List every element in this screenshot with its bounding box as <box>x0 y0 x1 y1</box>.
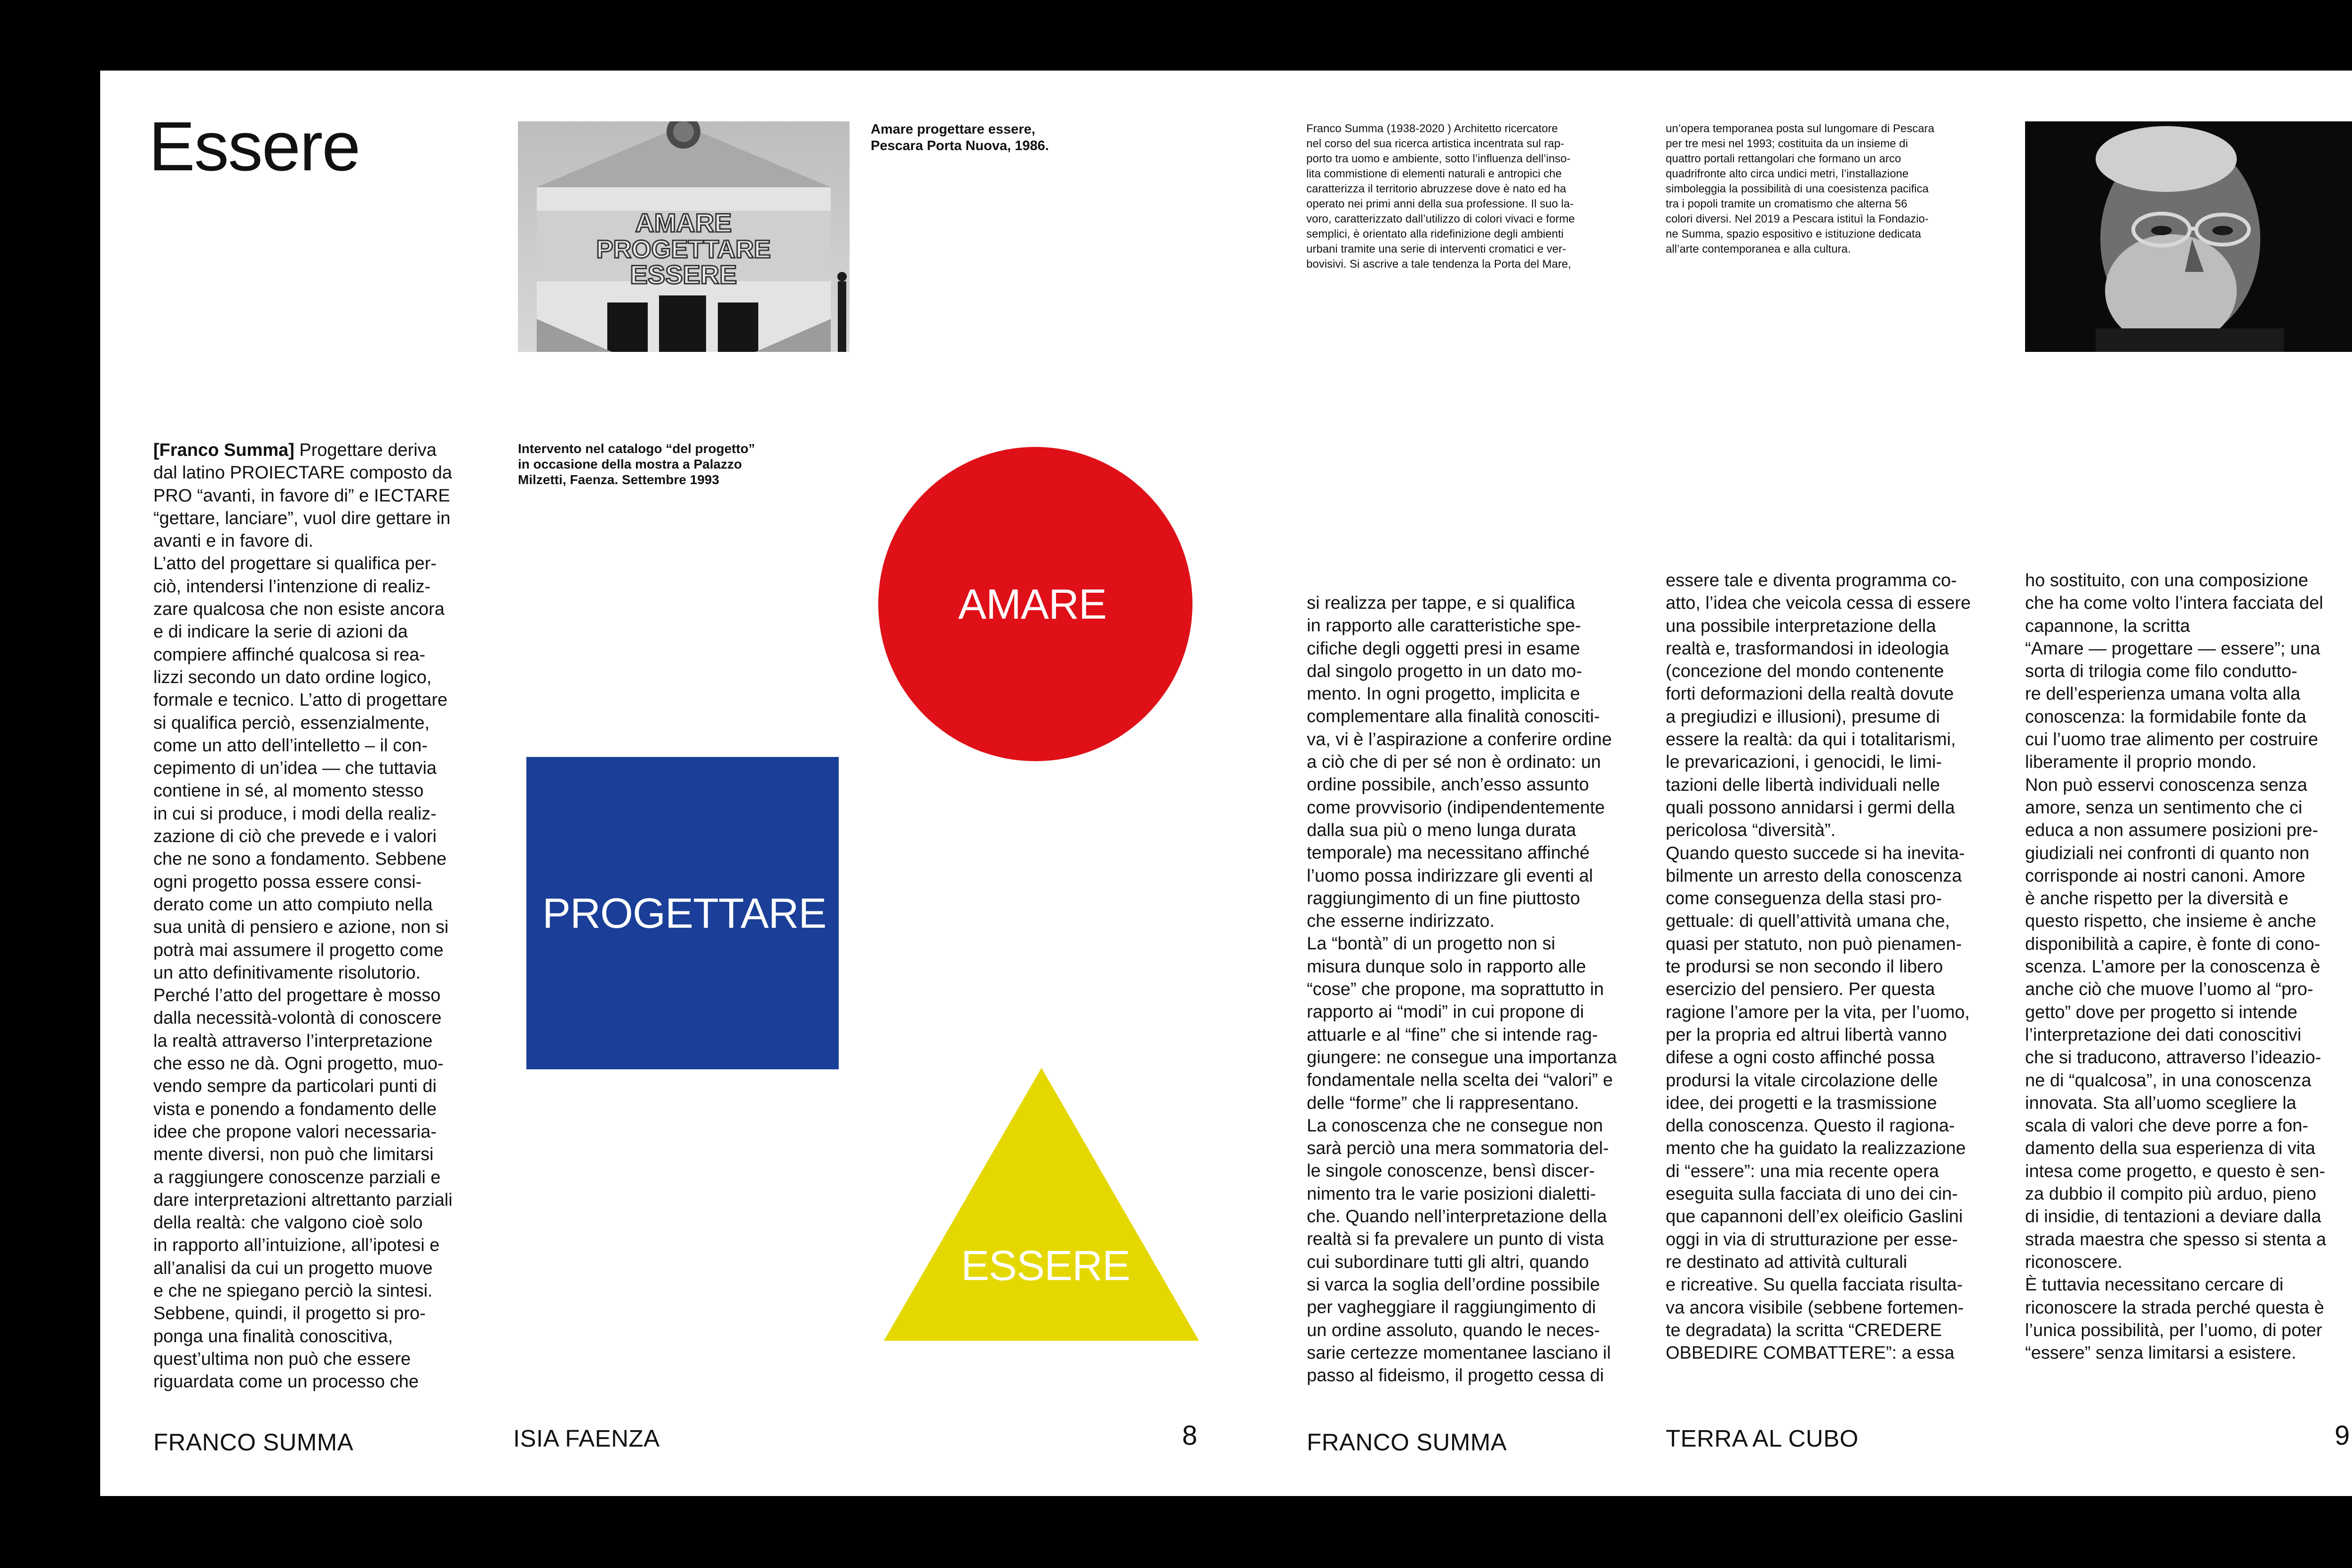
portrait-photo <box>2025 121 2352 352</box>
essere-triangle <box>884 1068 1199 1341</box>
intervention-caption: Intervento nel catalogo “del progetto” in occasione della mostra a Palazzo Milzetti, Faenza. Settembre 1993 <box>518 441 755 487</box>
progettare-label: PROGETTARE <box>542 890 826 937</box>
right-column-3: ho sostituito, con una composizione che ha come volto l’intera facciata del capannone, la scritta “Amare — progettare — essere”; una sorta di trilogia come filo condutto- re dell’esperienza umana volta alla conoscenza: la formidabile fonte da cui l’uomo trae alimento per costruire liberamente il proprio mondo. Non può esservi conoscenza senza amore, senza un sentimento che ci educa a non assumere posizioni pre- giudiziali nei confronti di quanto non corrisponde ai nostri canoni. Amore è anche rispetto per la diversità e questo rispetto, che insieme è anche disponibilità a capire, è fonte di cono- scenza. L’amore per la conoscenza è anche ciò che muove l’uomo al “pro- getto” dove per progetto si intende l’interpretazione dei dati conoscitivi che si traducono, attraverso l’ideazio- ne di “qualcosa”, in una conoscenza innovata. Sta all’uomo scegliere la scala di valori che deve porre a fon- damento della sua esperienza di vita intesa come progetto, e questo è sen- za dubbio il compito più arduo, pieno di insidie, di tentazioni a deviare dalla strada maestra che spesso si stenta a riconoscere. È tuttavia necessitano cercare di riconoscere la strada perché questa è l’unica possibilità, per l’uomo, di poter “essere” senza limitarsi a esistere. <box>2025 571 2326 1363</box>
photo-caption: Amare progettare essere, Pescara Porta Nuova, 1986. <box>871 122 1049 153</box>
facade-word-1: AMARE <box>635 208 732 238</box>
portrait-image <box>2025 121 2352 352</box>
bio-column-2: un’opera temporanea posta sul lungomare di Pescara per tre mesi nel 1993; costituita da un insieme di quattro portali rettangolari che formano un arco quadrifronte alto circa undici metri, l’installazione simboleggia la possibilità di una coesistenza pacifica tra i popoli tramite un cromatismo che alterna 56 colori diversi. Nel 2019 a Pescara istituì la Fondazio- ne Summa, spazio espositivo e istituzione dedicata all’arte contemporanea e alla cultura. <box>1666 122 1935 255</box>
page-title: Essere <box>149 108 360 185</box>
facade-photo-image <box>518 121 850 352</box>
amare-label: AMARE <box>958 581 1107 628</box>
right-column-2: essere tale e diventa programma co- atto, l’idea che veicola cessa di essere una possibile interpretazione della realtà e, trasformandosi in ideologia (concezione del mondo contenente forti deformazioni della realtà dovute a pregiudizi e illusioni), presume di essere la realtà: da qui i totalitarismi, le prevaricazioni, i genocidi, le limi- tazioni delle libertà individuali nelle quali possono annidarsi i germi della pericolosa “diversità”. Quando questo succede si ha inevita- bilmente un arresto della conoscenza come conseguenza della stasi pro- gettuale: di quell’attività umana che, quasi per statuto, non può pienamen- te prodursi se non secondo il libero esercizio del pensiero. Per questa ragione l’amore per la vita, per l’uomo, per la propria ed altrui libertà vanno difese a ogni costo affinché possa prodursi la vitale circolazione delle idee, dei progetti e la trasmissione della conoscenza. Questo il ragiona- mento che ha guidato la realizzazione di “essere”: una mia recente opera eseguita sulla facciata di uno dei cin- que capannoni dell’ex oleificio Gaslini oggi in via di strutturazione per esse- re destinato ad attività culturali e ricreative. Su quella facciata risulta- va ancora visibile (sebbene fortemen- te degradata) la scritta “CREDERE OBBEDIRE COMBATTERE”: a essa <box>1666 571 1971 1363</box>
page-number-right: 9 <box>2335 1420 2350 1451</box>
book-spread <box>100 71 2352 1496</box>
bio-column-1: Franco Summa (1938-2020 ) Architetto ricercatore nel corso del sua ricerca artistica incentrata sul rap- porto tra uomo e ambiente, sotto l’influenza dell’inso- lita commistione di elementi naturali e antropici che caratterizza il territorio abruzzese dove è nato ed ha operato nei primi anni della sua professione. Il suo la- voro, caratterizzato dall’utilizzo di colori vivaci e forme semplici, è orientato alla ridefinizione degli ambienti urbani tramite una serie di interventi cromatici e ver- bovisivi. Si ascrive a tale tendenza la Porta del Mare, <box>1306 122 1575 271</box>
facade-word-3: ESSERE <box>630 260 737 289</box>
right-column-1: si realizza per tappe, e si qualifica in rapporto alle caratteristiche spe- cifiche degli oggetti presi in esame dal singolo progetto in un dato mo- mento. In ogni progetto, implicita e complementare alla finalità conosciti- va, vi è l’aspirazione a conferire ordine a ciò che di per sé non è ordinato: un ordine possibile, anch’esso assunto come provvisorio (indipendentemente dalla sua più o meno lunga durata temporale) ma necessitano affinché l’uomo possa indirizzare gli eventi al raggiungimento di un fine piuttosto che esserne indirizzato. La “bontà” di un progetto non si misura dunque solo in rapporto alle “cose” che propone, ma soprattutto in rapporto ai “modi” in cui propone di attuarle e al “fine” che si intende rag- giungere: ne consegue una importanza fondamentale nella scelta dei “valori” e delle “forme” che li rappresentano. La conoscenza che ne consegue non sarà perciò una mera sommatoria del- le singole conoscenze, bensì discer- nimento tra le varie posizioni dialetti- che. Quando nell’interpretazione della realtà si fa prevalere un punto di vista cui subordinare tutti gli altri, quando si varca la soglia dell’ordine possibile per vagheggiare il raggiungimento di un ordine assoluto, quando le neces- sarie certezze momentanee lasciano il passo al fideismo, il progetto cessa di <box>1307 593 1617 1386</box>
left-body-text <box>153 439 492 1393</box>
body-lead: [Franco Summa] <box>153 440 294 460</box>
facade-word-2: PROGETTARE <box>596 235 771 263</box>
footer-publication: TERRA AL CUBO <box>1666 1425 1859 1452</box>
footer-author-left: FRANCO SUMMA <box>153 1429 354 1456</box>
footer-author-right: FRANCO SUMMA <box>1307 1429 1507 1456</box>
essere-label: ESSERE <box>961 1242 1130 1289</box>
footer-institution: ISIA FAENZA <box>513 1425 660 1452</box>
essere-triangle-shape <box>884 1068 1199 1341</box>
body-text: Progettare deriva dal latino PROIECTARE composto da PRO “avanti, in favore di” e IECTARE “gettare, lanciare”, vuol dire gettare in avanti e in favore di. L’atto del progettare si qualifica per- ciò, intendersi l’intenzione di realiz- zare qualcosa che non esiste ancora e di indicare la serie di azioni da compiere affinché qualcosa si rea- lizzi secondo un dato ordine logico, formale e tecnico. L’atto di progettare si qualifica perciò, essenzialmente, come un atto dell’intelletto – il con- cepimento di un’idea — che tuttavia contiene in sé, al momento stesso in cui si produce, i modi della realiz- zazione di ciò che prevede e i valori che ne sono a fondamento. Sebbene ogni progetto possa essere consi- derato come un atto compiuto nella sua unità di pensiero e azione, non si potrà mai assumere il progetto come un atto definitivamente risolutorio. Perché l’atto del progettare è mosso dalla necessità-volontà di conoscere la realtà attraverso l’interpretazione che esso ne dà. Ogni progetto, muo- vendo sempre da particolari punti di vista e ponendo a fondamento delle idee che propone valori necessaria- mente diversi, non può che limitarsi a raggiungere conoscenze parziali e dare interpretazioni altrettanto parziali della realtà: che valgono cioè solo in rapporto all’intuizione, all’ipotesi e all’analisi da cui un progetto muove e che ne spiegano perciò la sintesi. Sebbene, quindi, il progetto si pro- ponga una finalità conoscitiva, quest’ultima non può che essere riguardata come un processo che <box>153 440 453 1392</box>
page-number-left: 8 <box>1182 1420 1198 1451</box>
facade-photo <box>518 121 850 352</box>
